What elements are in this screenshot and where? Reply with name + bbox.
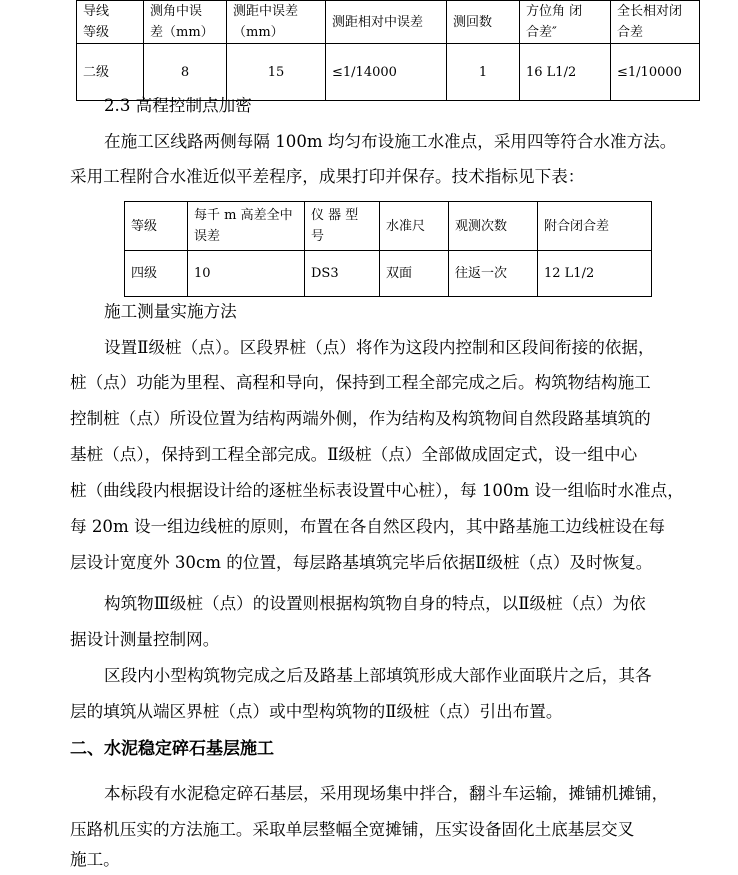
- cell-text: 导线 等级: [83, 4, 110, 40]
- paragraph-line: 每 20m 设一组边线桩的原则，布置在各自然区段内，其中路基施工边线桩设在每: [70, 517, 665, 536]
- paragraph-line: 桩（曲线段内根据设计给的逐桩坐标表设置中心桩），每 100m 设一组临时水准点，: [70, 481, 684, 500]
- table-header-cell: [125, 202, 188, 251]
- table-cell: 四级: [125, 251, 188, 297]
- table-cell: DS3: [305, 251, 380, 297]
- table-header-cell: [227, 1, 326, 44]
- table-row: [125, 251, 652, 297]
- section-heading-cement-base: 二、水泥稳定碎石基层施工: [70, 739, 274, 759]
- table-cell: ≤1/10000: [611, 44, 700, 101]
- table-cell: 10: [188, 251, 305, 297]
- paragraph-line: 在施工区线路两侧每隔 100m 均匀布设施工水准点，采用四等符合水准方法。: [104, 132, 677, 151]
- cell-text: 等级: [131, 218, 158, 234]
- table-header-cell: [520, 1, 611, 44]
- cell-text: 测距中误差 （mm）: [233, 4, 299, 40]
- table-header-cell: [326, 1, 447, 44]
- leveling-spec-table: [124, 201, 652, 297]
- table-cell: 1: [447, 44, 520, 101]
- cell-text: 每千 m 高差全中 误差: [194, 208, 293, 244]
- table-header-cell: [447, 1, 520, 44]
- paragraph-line: 本标段有水泥稳定碎石基层，采用现场集中拌合，翻斗车运输，摊铺机摊铺，: [104, 784, 669, 803]
- table-cell: 双面: [380, 251, 449, 297]
- paragraph-line: 层的填筑从端区界桩（点）或中型构筑物的Ⅱ级桩（点）引出布置。: [70, 702, 563, 721]
- cell-text: 全长相对闭合差: [617, 4, 683, 40]
- table-header-cell: [188, 202, 305, 251]
- table-header-cell: [380, 202, 449, 251]
- table-header-row: [125, 202, 652, 251]
- paragraph-line: 层设计宽度外 30cm 的位置，每层路基填筑完毕后依据Ⅱ级桩（点）及时恢复。: [70, 553, 653, 572]
- traverse-spec-table: [76, 0, 700, 101]
- table-header-cell: [77, 1, 144, 44]
- cell-text: 附合闭合差: [544, 218, 610, 234]
- paragraph-line: 桩（点）功能为里程、高程和导向，保持到工程全部完成之后。构筑物结构施工: [70, 373, 651, 392]
- paragraph-line: 采用工程附合水准近似平差程序，成果打印并保存。技术指标见下表：: [70, 167, 585, 186]
- table-header-cell: [538, 202, 652, 251]
- paragraph-line: 施工。: [70, 850, 120, 869]
- paragraph-line: 设置Ⅱ级桩（点）。区段界桩（点）将作为这段内控制和区段间衔接的依据，: [104, 338, 655, 357]
- table-header-cell: [449, 202, 538, 251]
- paragraph-line: 区段内小型构筑物完成之后及路基上部填筑形成大部作业面联片之后，其各: [104, 666, 652, 685]
- table-cell: 8: [144, 44, 227, 101]
- table-header-cell: [144, 1, 227, 44]
- table-row: [77, 44, 700, 101]
- table-header-row: [77, 1, 700, 44]
- paragraph-line: 构筑物Ⅲ级桩（点）的设置则根据构筑物自身的特点，以Ⅱ级桩（点）为依: [104, 594, 646, 613]
- table-cell: 16 L1/2: [520, 44, 611, 101]
- cell-text: 测距相对中误差: [332, 14, 424, 30]
- cell-text: 仪 器 型 号: [311, 208, 359, 244]
- table-cell: 15: [227, 44, 326, 101]
- table-header-cell: [611, 1, 700, 44]
- cell-text: 测回数: [453, 14, 493, 30]
- cell-text: 水准尺: [386, 218, 426, 234]
- paragraph-line: 压路机压实的方法施工。采取单层整幅全宽摊铺，压实设备固化土底基层交叉: [70, 820, 635, 839]
- table-cell: ≤1/14000: [326, 44, 447, 101]
- paragraph-line: 控制桩（点）所设位置为结构两端外侧，作为结构及构筑物间自然段路基填筑的: [70, 409, 651, 428]
- table-cell: 往返一次: [449, 251, 538, 297]
- cell-text: 测角中误 差（mm）: [150, 4, 214, 40]
- table-cell: 二级: [77, 44, 144, 101]
- section-title-2-3: 2.3 高程控制点加密: [104, 96, 252, 115]
- table-header-cell: [305, 202, 380, 251]
- paragraph-line: 据设计测量控制网。: [70, 630, 220, 649]
- cell-text: 方位角 闭 合差″: [526, 4, 583, 40]
- table-cell: 12 L1/2: [538, 251, 652, 297]
- cell-text: 观测次数: [455, 218, 508, 234]
- section-title-method: 施工测量实施方法: [104, 302, 237, 321]
- paragraph-line: 基桩（点），保持到工程全部完成。Ⅱ级桩（点）全部做成固定式，设一组中心: [70, 445, 638, 464]
